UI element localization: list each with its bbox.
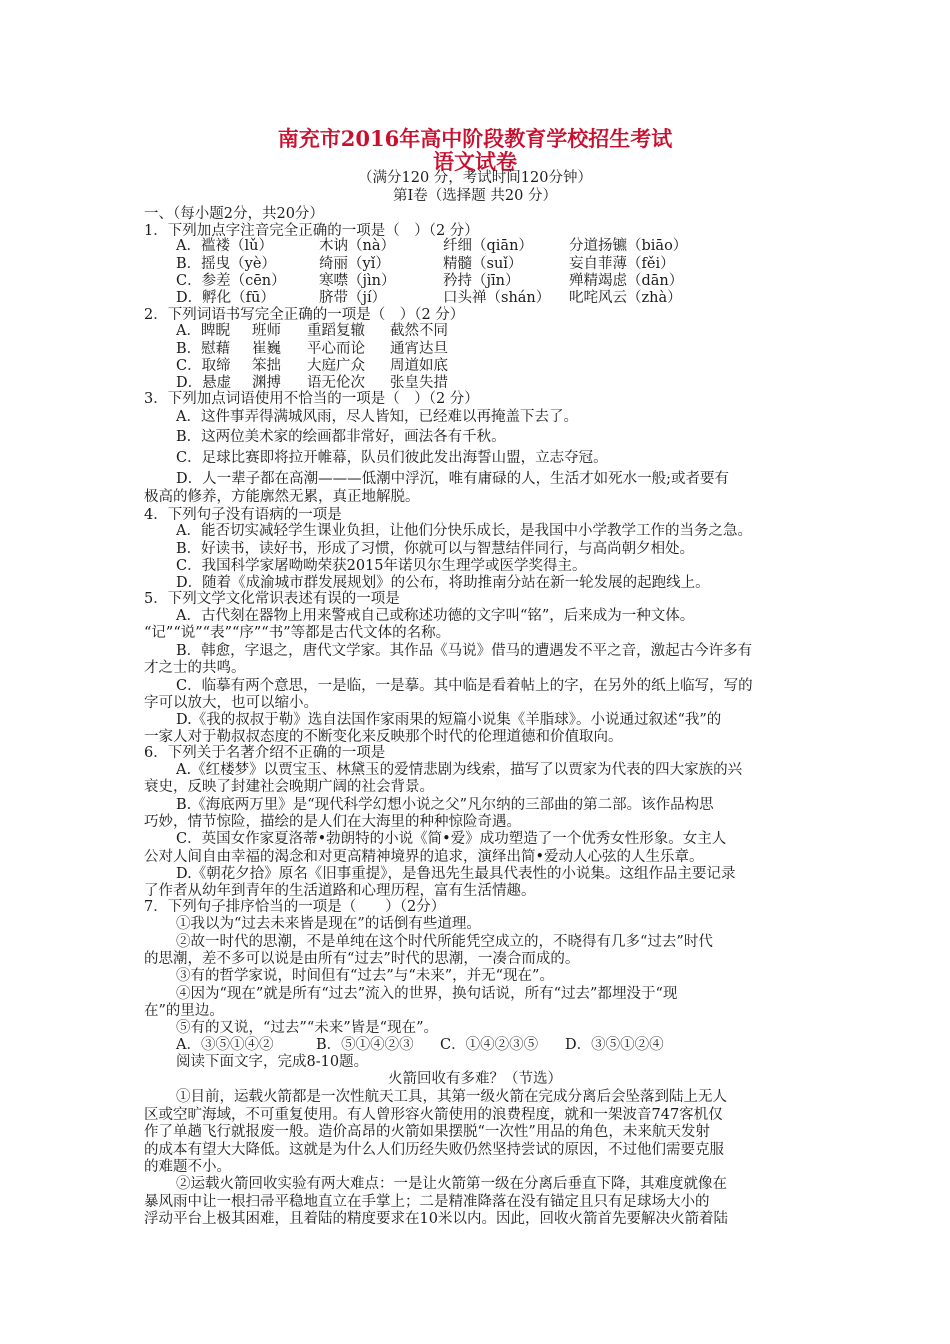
- reading-paragraph-2-line: ②运载火箭回收实验有两大难点：一是让火箭第一级在分离后垂直下降，其难度就像在: [176, 1176, 727, 1192]
- q3-option-d-cont: 极高的修养，方能廓然无累，真正地解脱。: [144, 489, 420, 505]
- q7-sentence-5: ⑤有的又说，“过去”“未来”皆是“现在”。: [176, 1020, 438, 1036]
- reading-paragraph-1-line: 的成本有望大大降低。这就是为什么人们历经失败仍然坚持尝试的原因，不过他们需要克服: [144, 1142, 724, 1158]
- q6-stem: 6．下列关于名著介绍不正确的一项是: [144, 745, 386, 761]
- q7-sentence-1: ①我以为“过去未来皆是现在”的话倒有些道理。: [176, 916, 481, 932]
- q2-option-c: C．取缔 笨拙 大庭广众 周道如底: [176, 358, 448, 374]
- q7-sentence-4-cont: 在”的里边。: [144, 1003, 224, 1019]
- q7-sentence-2-cont: 的思潮，差不多可以说是由所有“过去”时代的思潮，一凑合而成的。: [144, 951, 580, 967]
- q6-option-b: B.《海底两万里》是“现代科学幻想小说之父”凡尔纳的三部曲的第二部。该作品构思: [176, 797, 714, 813]
- q3-option-b: B．这两位美术家的绘画都非常好，画法各有千秋。: [176, 429, 506, 445]
- q5-option-b: B．韩愈，字退之，唐代文学家。其作品《马说》借马的遭遇发不平之音，激起古今许多有: [176, 643, 753, 659]
- q6-option-b-cont: 巧妙，情节惊险，描绘的是人们在大海里的种种惊险奇遇。: [144, 814, 521, 830]
- reading-paragraph-1-line: 区或空旷海域，不可重复使用。有人曾形容火箭使用的浪费程度，就和一架波音747客机仅: [144, 1107, 723, 1123]
- q1-option-d: D．孵化（fū） 脐带（jí） 口头禅（shán） 叱咤风云（zhà）: [176, 290, 682, 306]
- q7-stem: 7．下列句子排序恰当的一项是（ ）（2分）: [144, 899, 446, 915]
- q4-option-c: C．我国科学家屠呦呦荣获2015年诺贝尔生理学或医学奖得主。: [176, 558, 587, 574]
- q5-stem: 5．下列文学文化常识表述有误的一项是: [144, 591, 400, 607]
- q2-option-d: D．悬虚 渊搏 语无伦次 张皇失措: [176, 375, 448, 391]
- q6-option-c: C．英国女作家夏洛蒂•勃朗特的小说《简•爱》成功塑造了一个优秀女性形象。女主人: [176, 831, 727, 847]
- q4-option-b: B．好读书，读好书，形成了习惯，你就可以与智慧结伴同行，与高尚朝夕相处。: [176, 541, 695, 557]
- q3-option-d: D．人一辈子都在高潮———低潮中浮沉，唯有庸碌的人，生活才如死水一般;或者要有: [176, 471, 730, 487]
- reading-paragraph-1-line: 作了单趟飞行就报废一般。造价高昂的火箭如果摆脱“一次性”用品的角色，未来航天发射: [144, 1124, 710, 1140]
- reading-title: 火箭回收有多难？（节选）: [388, 1071, 562, 1087]
- q6-option-a-cont: 衰史，反映了封建社会晚期广阔的社会背景。: [144, 779, 434, 795]
- q6-option-a: A.《红楼梦》以贾宝玉、林黛玉的爱情悲剧为线索，描写了以贾家为代表的四大家族的兴: [176, 762, 743, 778]
- q3-option-a: A．这件事弄得满城风雨，尽人皆知，已经难以再掩盖下去了。: [176, 409, 578, 425]
- q6-option-d-cont: 了作者从幼年到青年的生活道路和心理历程，富有生活情趣。: [144, 883, 536, 899]
- q5-option-b-cont: 才之士的共鸣。: [144, 660, 246, 676]
- q2-option-b: B．慰藉 崔巍 平心而论 通宵达旦: [176, 341, 448, 357]
- q2-stem: 2．下列词语书写完全正确的一项是（ ）（2 分）: [144, 307, 465, 323]
- q3-stem: 3．下列加点词语使用不恰当的一项是（ ）（2 分）: [144, 391, 479, 407]
- q6-option-d: D.《朝花夕拾》原名《旧事重提》，是鲁迅先生最具代表性的小说集。这组作品主要记录: [176, 866, 736, 882]
- q1-stem: 1．下列加点字注音完全正确的一项是（ ）（2 分）: [144, 223, 479, 239]
- exam-title: 南充市2016年高中阶段教育学校招生考试: [277, 126, 673, 151]
- exam-subtitle: 语文试卷: [433, 149, 517, 174]
- q5-option-c: C．临摹有两个意思，一是临，一是摹。其中临是看着帖上的字，在另外的纸上临写，写的: [176, 678, 753, 694]
- q4-option-d: D．随着《成渝城市群发展规划》的公布，将助推南分站在新一轮发展的起跑线上。: [176, 575, 710, 591]
- q5-option-c-cont: 字可以放大，也可以缩小。: [144, 695, 318, 711]
- reading-paragraph-2-line: 暴风雨中让一根扫帚平稳地直立在手掌上；二是精准降落在没有锚定且只有足球场大小的: [144, 1194, 710, 1210]
- q1-option-b: B．摇曳（yè） 绮丽（yǐ） 精髓（suǐ） 妄自菲薄（fěi）: [176, 256, 675, 272]
- reading-intro: 阅读下面文字，完成8-10题。: [176, 1054, 369, 1070]
- q5-option-a: A．古代刻在器物上用来警戒自己或称述功德的文字叫“铭”，后来成为一种文体。: [176, 608, 695, 624]
- reading-paragraph-1-line: 的难题不小。: [144, 1159, 231, 1175]
- q2-option-a: A．睥睨 班师 重蹈复辙 截然不同: [176, 323, 448, 339]
- q7-options: A．③⑤①④② B．⑤①④②③ C．①④②③⑤ D．③⑤①②④: [176, 1037, 664, 1053]
- q5-option-d: D.《我的叔叔于勒》选自法国作家雨果的短篇小说集《羊脂球》。小说通过叙述“我”的: [176, 712, 722, 728]
- reading-paragraph-1-line: ①目前，运载火箭都是一次性航天工具，其第一级火箭在完成分离后会坠落到陆上无人: [176, 1089, 727, 1105]
- q7-sentence-3: ③有的哲学家说，时间但有“过去”与“未来”，并无“现在”。: [176, 968, 554, 984]
- q5-option-a-cont: “记”“说”“表”“序”“书”等都是古代文体的名称。: [144, 625, 451, 641]
- q6-option-c-cont: 公对人间自由幸福的渴念和对更高精神境界的追求，演绎出简•爱动人心弦的人生乐章。: [144, 849, 704, 865]
- q1-option-c: C．参差（cēn） 寒噤（jìn） 矜持（jīn） 殚精竭虑（dān）: [176, 273, 684, 289]
- part-heading: 一、（每小题2分，共20分）: [144, 206, 324, 222]
- q7-sentence-4: ④因为“现在”就是所有“过去”流入的世界，换句话说，所有“过去”都埋没于“现: [176, 986, 678, 1002]
- q1-option-a: A．褴褛（lǔ） 木讷（nà） 纤细（qiān） 分道扬镳（biāo）: [176, 238, 688, 254]
- q4-option-a: A．能否切实减轻学生课业负担，让他们分快乐成长，是我国中小学教学工作的当务之急。: [176, 523, 752, 539]
- q5-option-d-cont: 一家人对于勒叔叔态度的不断变化来反映那个时代的伦理道德和价值取向。: [144, 729, 623, 745]
- section-heading: 第Ⅰ卷（选择题 共20 分）: [393, 188, 557, 204]
- q3-option-c: C．足球比赛即将拉开帷幕，队员们彼此发出海誓山盟，立志夺冠。: [176, 450, 608, 466]
- q7-sentence-2: ②故一时代的思潮，不是单纯在这个时代所能凭空成立的，不晓得有几多“过去”时代: [176, 934, 713, 950]
- q4-stem: 4．下列句子没有语病的一项是: [144, 507, 342, 523]
- exam-note: （满分120 分，考试时间120分钟）: [358, 170, 592, 186]
- reading-paragraph-2-line: 浮动平台上极其困难，且着陆的精度要求在10米以内。因此，回收火箭首先要解决火箭着陆: [144, 1211, 728, 1227]
